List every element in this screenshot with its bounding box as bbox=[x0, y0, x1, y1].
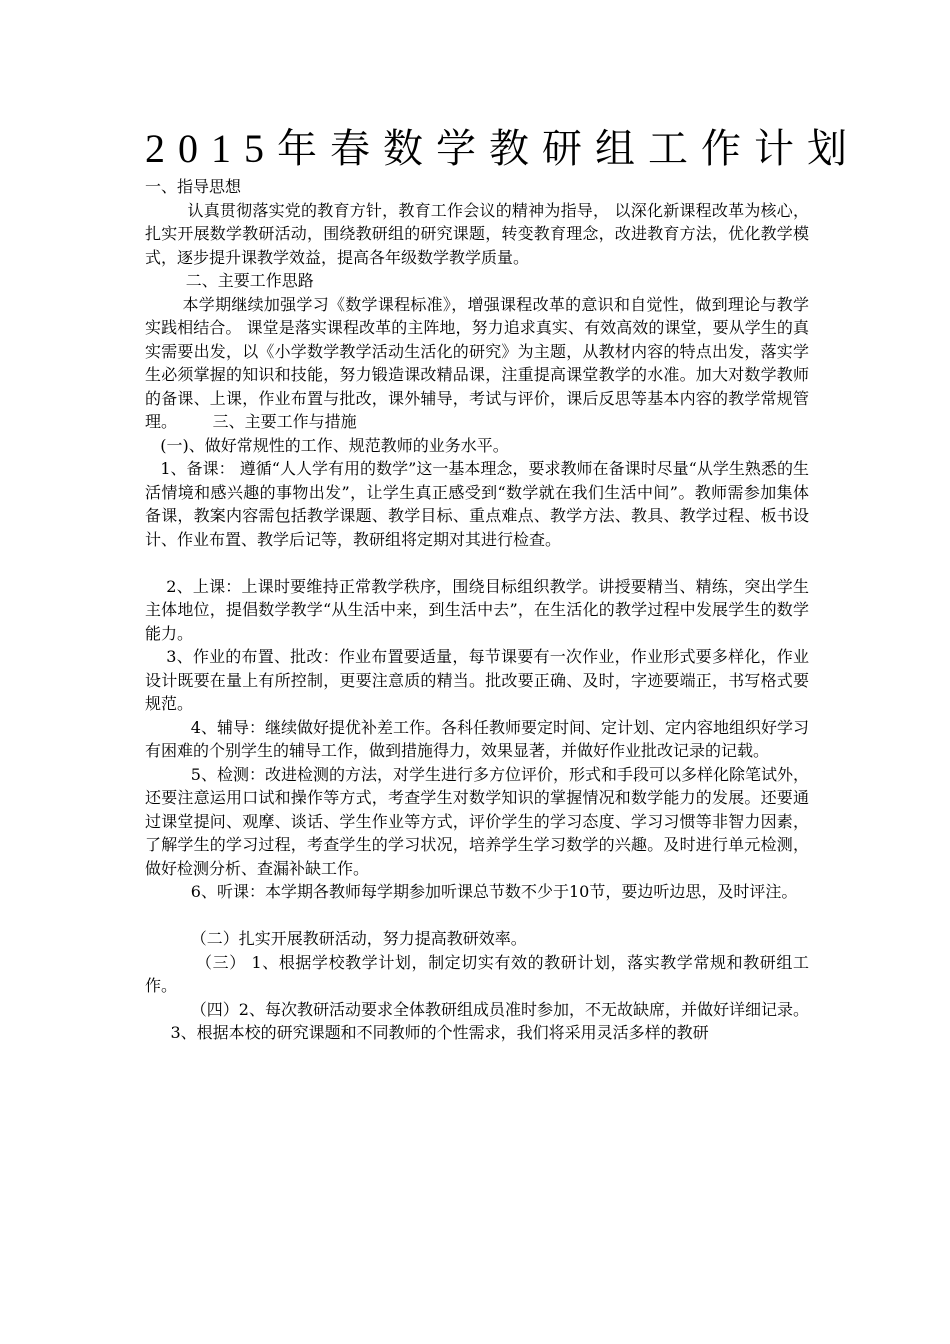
paragraph-attendance: （四）2、每次教研活动要求全体教研组成员准时参加，不无故缺席，并做好详细记录。 bbox=[145, 999, 809, 1019]
subheading-research-activities: （二）扎实开展教研活动，努力提高教研效率。 bbox=[145, 929, 527, 948]
subheading-routine-work: (一)、做好常规性的工作、规范教师的业务水平。 bbox=[145, 435, 509, 455]
paragraph-research-methods: 3、根据本校的研究课题和不同教师的个性需求，我们将采用灵活多样的教研 bbox=[145, 1023, 709, 1042]
heading-main-work-ideas: 二、主要工作思路 bbox=[145, 271, 314, 290]
paragraph-guiding-thought: 认真贯彻落实党的教育方针，教育工作会议的精神为指导， 以深化新课程改革为核心，扎实开展数学教研活动，围绕教研组的研究课题，转变教育理念，改进教育方法，优化教学模式，逐步提升课教学效益，提高各年级数学教学质量。 bbox=[145, 200, 809, 267]
heading-guiding-thought: 一、指导思想 bbox=[145, 177, 242, 196]
blank-line bbox=[145, 551, 809, 575]
paragraph-lesson-observation: 6、听课：本学期各教师每学期参加听课总节数不少于10节，要边听边思，及时评注。 bbox=[145, 882, 798, 901]
paragraph-research-plan: （三） 1、根据学校教学计划，制定切实有效的教研计划，落实教学常规和教研组工作。 bbox=[145, 952, 809, 995]
document-body bbox=[145, 175, 809, 1045]
paragraph-testing: 5、检测：改进检测的方法，对学生进行多方位评价，形式和手段可以多样化除笔试外，还要注意运用口试和操作等方式，考查学生对数学知识的掌握情况和数学能力的发展。还要通过课堂提问、观摩、谈话、学生作业等方式，评价学生的学习态度、学习习惯等非智力因素，了解学生的学习过程，考查学生的学习状况，培养学生学习数学的兴趣。及时进行单元检测，做好检测分析、查漏补缺工作。 bbox=[145, 764, 809, 878]
paragraph-homework: 3、作业的布置、批改：作业布置要适量，每节课要有一次作业，作业形式要多样化，作业设计既要在量上有所控制，更要注意质的精当。批改要正确、及时，字迹要端正，书写格式要规范。 bbox=[145, 647, 810, 713]
paragraph-lesson-preparation: 1、备课： 遵循“人人学有用的数学”这一基本理念，要求教师在备课时尽量“从学生熟悉的生活情境和感兴趣的事物出发”，让学生真正感受到“数学就在我们生活中间”。教师需参加集体备课，教案内容需包括教学课题、教学目标、重点难点、教学方法、教具、教学过程、板书设计、作业布置、教学后记等，教研组将定期对其进行检查。 bbox=[145, 459, 809, 549]
document-title: 2015年春数学教研组工作计划 bbox=[145, 126, 860, 171]
paragraph-tutoring: 4、辅导：继续做好提优补差工作。各科任教师要定时间、定计划、定内容地组织好学习有困难的个别学生的辅导工作，做到措施得力，效果显著，并做好作业批改记录的记载。 bbox=[145, 717, 809, 760]
blank-line bbox=[145, 904, 809, 928]
paragraph-main-work-ideas: 本学期继续加强学习《数学课程标准》，增强课程改革的意识和自觉性，做到理论与教学实践相结合。 课堂是落实课程改革的主阵地，努力追求真实、有效高效的课堂，要从学生的真实需要出发，以《小学数学教学活动生活化的研究》为主题，从教材内容的特点出发，落实学生必须掌握的知识和技能，努力锻造课改精品课，注重提高课堂教学的水准。加大对数学教师的备课、上课，作业布置与批改，课外辅导，考试与评价，课后反思等基本内容的教学常规管理。 三、主要工作与措施 bbox=[145, 294, 809, 431]
paragraph-teaching: 2、上课：上课时要维持正常教学秩序，围绕目标组织教学。讲授要精当、精练，突出学生主体地位，提倡数学教学“从生活中来，到生活中去”，在生活化的教学过程中发展学生的数学能力。 bbox=[145, 576, 810, 643]
